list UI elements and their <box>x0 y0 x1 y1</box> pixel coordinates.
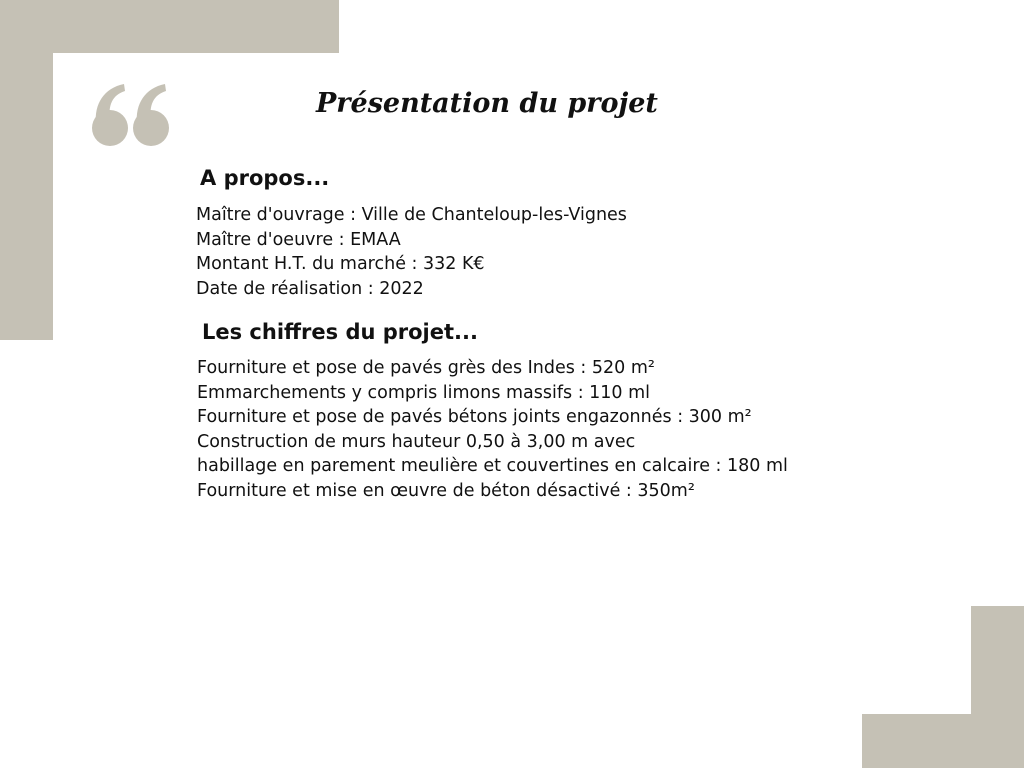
page-title: Présentation du projet <box>316 88 658 119</box>
section-heading-apropos: A propos... <box>200 166 330 190</box>
chiffres-line-paves-gres: Fourniture et pose de pavés grès des Indes : 520 m² <box>197 358 655 378</box>
apropos-list <box>196 203 627 301</box>
apropos-line-maitre-oeuvre: Maître d'oeuvre : EMAA <box>196 229 401 250</box>
decor-block-left <box>0 0 53 340</box>
chiffres-line-murs: Construction de murs hauteur 0,50 à 3,00 m avec <box>197 431 636 452</box>
chiffres-line-paves-betons: Fourniture et pose de pavés bétons joints engazonnés : 300 m² <box>197 407 752 427</box>
chiffres-list <box>197 356 788 503</box>
section-heading-chiffres: Les chiffres du projet... <box>202 320 478 344</box>
chiffres-line-emmarchements: Emmarchements y compris limons massifs : 110 ml <box>197 382 651 403</box>
decor-block-bottom-right <box>862 714 1024 768</box>
chiffres-line-habillage: habillage en parement meulière et couvertines en calcaire : 180 ml <box>197 456 788 476</box>
chiffres-line-beton-desactive: Fourniture et mise en œuvre de béton désactivé : 350m² <box>197 480 695 501</box>
apropos-line-montant: Montant H.T. du marché : 332 K€ <box>196 254 485 274</box>
apropos-line-date: Date de réalisation : 2022 <box>196 278 424 299</box>
opening-double-quote-icon <box>88 64 178 154</box>
apropos-line-maitre-ouvrage: Maître d'ouvrage : Ville de Chanteloup-les-Vignes <box>196 205 627 225</box>
